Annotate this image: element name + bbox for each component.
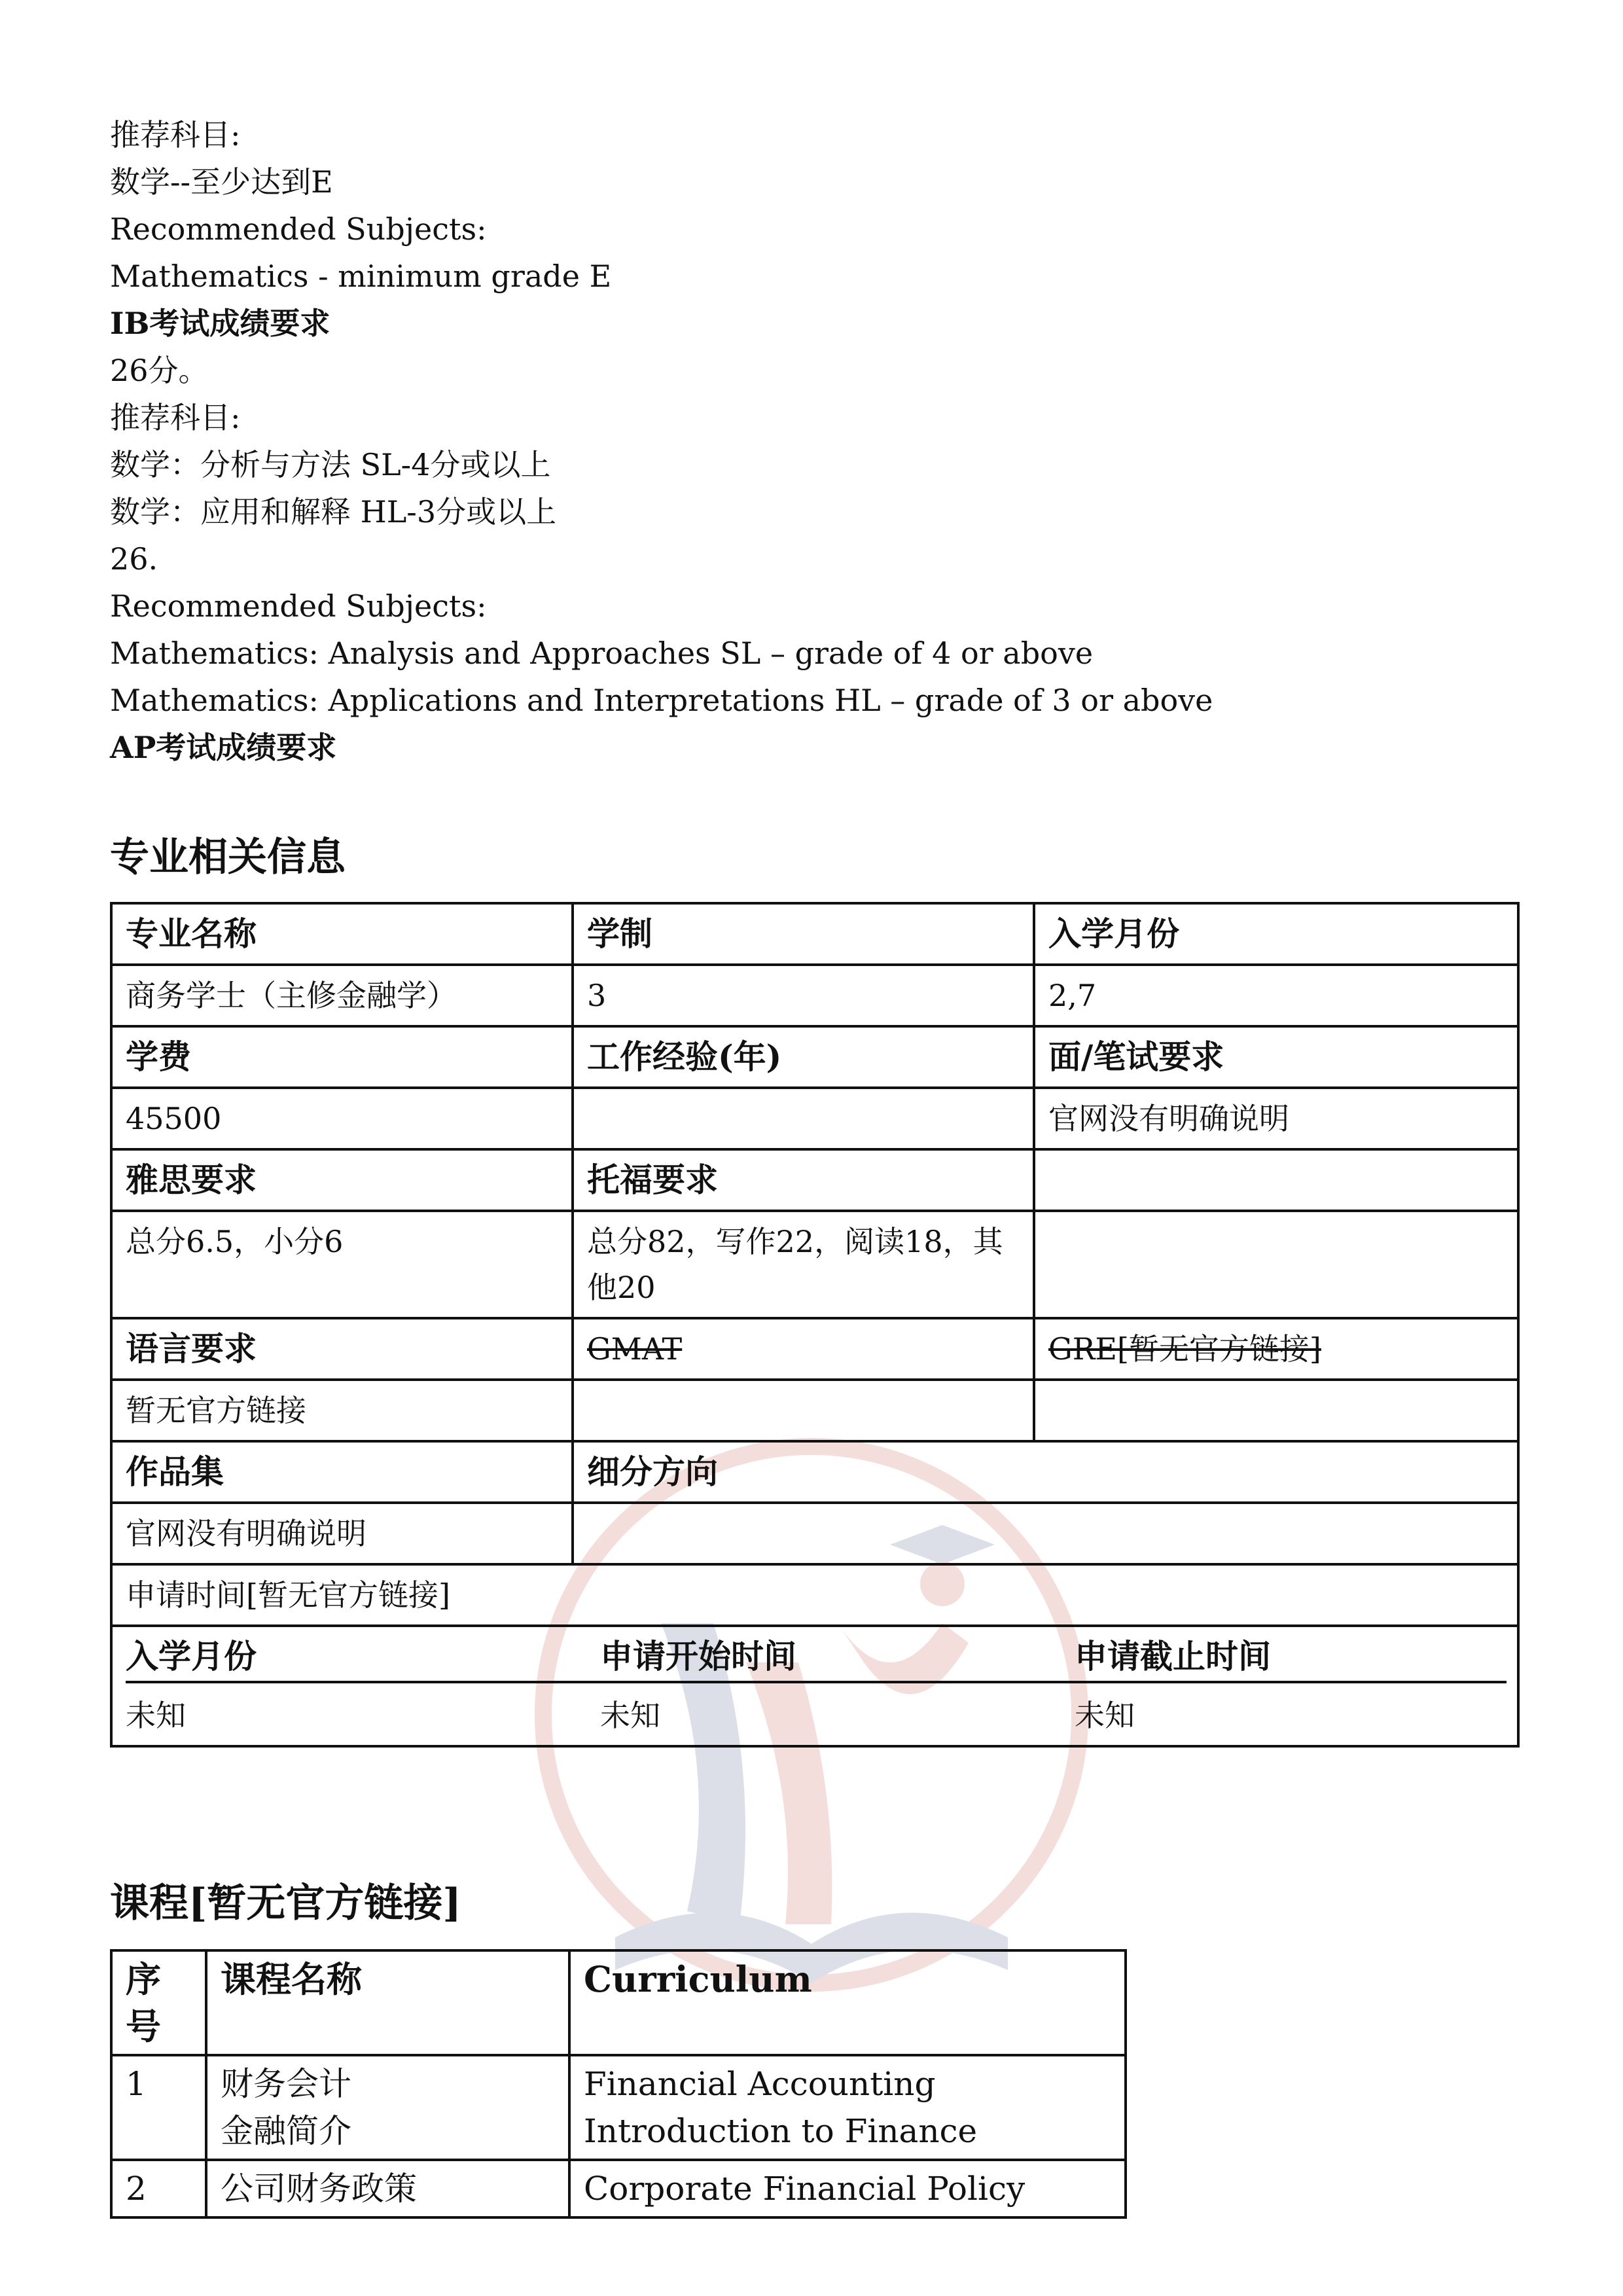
gre-label: GRE[暂无官方链接] [1048,1331,1321,1367]
table-row [111,2055,1126,2160]
ielts-label: 雅思要求 [111,1149,573,1211]
math-requirement-cn: 数学--至少达到E [110,164,333,200]
ib-score-en: 26. [110,541,158,577]
interview-label: 面/笔试要求 [1034,1026,1518,1088]
app-start-value: 未知 [600,1698,660,1733]
course-name-header: 课程名称 [206,1950,569,2055]
empty-cell [573,1380,1034,1441]
ib-math-ai-en: Mathematics: Applications and Interpretations HL – grade of 3 or above [110,683,1213,718]
course-no: 2 [111,2160,206,2217]
ib-math-ai-cn: 数学：应用和解释 HL-3分或以上 [110,494,557,529]
app-intake-month-value: 未知 [126,1698,186,1733]
course-name: 公司财务政策 [206,2160,569,2217]
intake-month-value: 2,7 [1034,965,1518,1026]
toefl-label: 托福要求 [573,1149,1034,1211]
course-name: 金融简介 [221,2112,351,2150]
interview-value: 官网没有明确说明 [1034,1088,1518,1149]
ib-recommended-subjects-en-label: Recommended Subjects: [110,588,487,624]
admission-requirements-text [110,111,1550,771]
ielts-value: 总分6.5，小分6 [111,1211,573,1318]
curriculum-cell [569,2055,1126,2160]
ap-requirement-heading: AP考试成绩要求 [110,730,337,765]
course-name-cell [206,2055,569,2160]
curriculum-name: Corporate Financial Policy [569,2160,1126,2217]
curriculum-name: Introduction to Finance [584,2112,978,2150]
recommended-subjects-cn-label: 推荐科目: [110,117,241,152]
language-requirement-label: 语言要求 [111,1318,573,1380]
application-time-table [126,1634,1507,1738]
recommended-subjects-en-label: Recommended Subjects: [110,211,487,247]
major-name-value: 商务学士（主修金融学） [111,965,573,1026]
program-info-title: 专业相关信息 [110,834,346,880]
app-intake-month-label: 入学月份 [126,1634,600,1682]
toefl-value: 总分82，写作22，阅读18，其他20 [573,1211,1034,1318]
course-name: 财务会计 [221,2065,351,2103]
empty-cell [1034,1211,1518,1318]
gmat-cell [573,1318,1034,1380]
curriculum-name: Financial Accounting [584,2065,936,2103]
empty-cell [1034,1149,1518,1211]
application-time-label: 申请时间[暂无官方链接] [111,1564,1518,1626]
math-requirement-en: Mathematics - minimum grade E [110,259,612,294]
courses-title: 课程[暂无官方链接] [110,1880,461,1926]
table-row [111,2160,1126,2217]
tuition-value: 45500 [111,1088,573,1149]
course-no-header: 序号 [111,1950,206,2055]
portfolio-value: 官网没有明确说明 [111,1503,573,1564]
portfolio-label: 作品集 [111,1441,573,1503]
ib-requirement-heading: IB考试成绩要求 [110,306,330,341]
direction-value [573,1503,1518,1564]
course-no: 1 [111,2055,206,2160]
tuition-label: 学费 [111,1026,573,1088]
work-experience-value [573,1088,1034,1149]
major-name-label: 专业名称 [111,903,573,965]
curriculum-header: Curriculum [569,1950,1126,2055]
application-time-cell [111,1626,1518,1746]
app-deadline-value: 未知 [1075,1698,1135,1733]
program-info-table [110,902,1520,1748]
ib-recommended-subjects-cn-label: 推荐科目: [110,400,241,435]
ib-math-aa-en: Mathematics: Analysis and Approaches SL – grade of 4 or above [110,636,1094,671]
duration-label: 学制 [573,903,1034,965]
app-deadline-label: 申请截止时间 [1075,1634,1507,1682]
intake-month-label: 入学月份 [1034,903,1518,965]
courses-table [110,1949,1127,2219]
empty-cell [1034,1380,1518,1441]
ib-score-cn: 26分。 [110,353,209,388]
language-requirement-value: 暂无官方链接 [111,1380,573,1441]
work-experience-label: 工作经验(年) [573,1026,1034,1088]
gmat-label: GMAT [587,1331,683,1367]
ib-math-aa-cn: 数学：分析与方法 SL-4分或以上 [110,447,551,482]
direction-label: 细分方向 [573,1441,1518,1503]
app-start-label: 申请开始时间 [600,1634,1075,1682]
gre-cell [1034,1318,1518,1380]
duration-value: 3 [573,965,1034,1026]
